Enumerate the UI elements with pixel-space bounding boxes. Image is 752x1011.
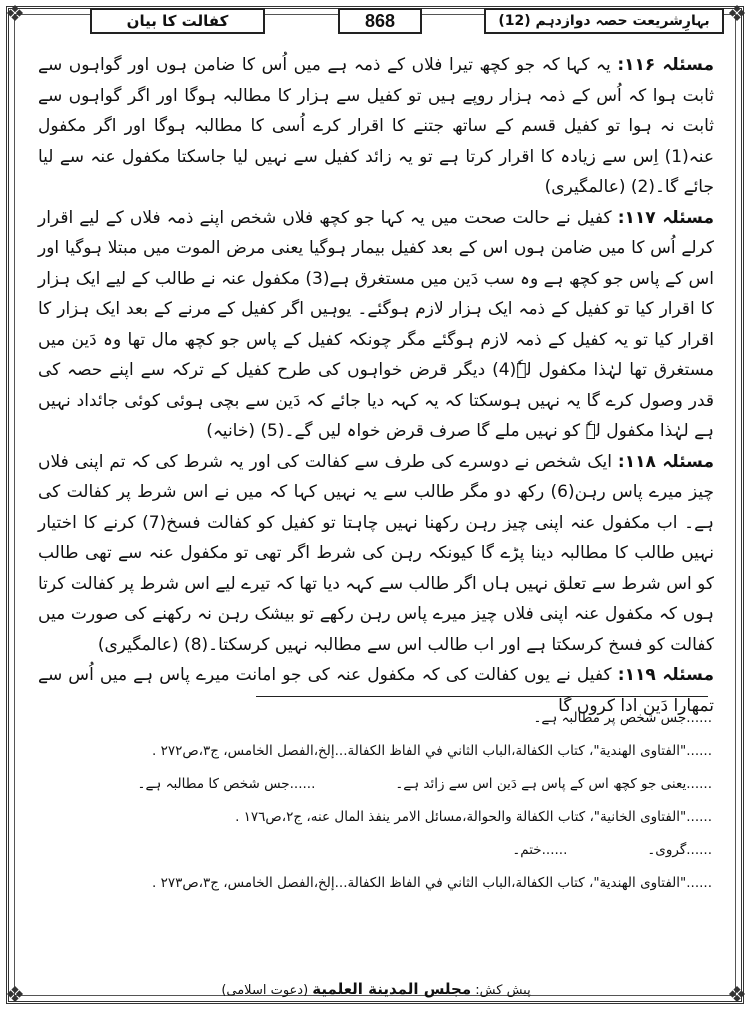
masala-text: یہ کہا کہ جو کچھ تیرا فلاں کے ذمہ ہے میں اُس کا ضامن ہوں اور گواہوں سے ثابت ہوا کہ اُس کے ذمہ ہزار روپے ہیں تو کفیل سے ہزار کا مطالبہ ہوگا اور اگر گواہوں سے ثابت نہ ہوا تو کفیل قسم کے ساتھ جتنے کا اقرار کرے اُسی کا مطالبہ ہوگا اور اگر مکفول عنہ(1) اِس سے زیادہ کا اقرار کرتا ہے تو یہ زائد کفیل سے نہیں لیا جاسکتا مکفول عنہ سے لیا جائے گا۔(2) (عالمگیری) bbox=[38, 55, 714, 197]
chapter-title: کفالت کا بیان bbox=[90, 8, 265, 34]
corner-ornament-icon: ❖ bbox=[727, 2, 747, 27]
book-title: بہارِشریعت حصہ دوازدہم (12) bbox=[484, 8, 724, 34]
footnote-row bbox=[40, 834, 712, 867]
masala-text: ایک شخص نے دوسرے کی طرف سے کفالت کی اور یہ شرط کی کہ تم اپنی فلاں چیز میرے پاس رہن(6) رکھ دو مگر طالب سے یہ نہیں کہا کہ میں نے اس شرط پر کفالت کی ہے۔ اب مکفول عنہ اپنی چیز رہن رکھنا نہیں چاہتا تو کفیل کو کفالت فسخ(7) کرنے کا اختیار نہیں طالب کا مطالبہ دینا پڑے گا کیونکہ رہن کی شرط اگر تھی تو مکفول عنہ سے تھی طالب کو اس شرط سے تعلق نہیں ہاں اگر طالب سے کہہ دیا تھا کہ تیرے لیے اس شرط پر کفالت کرتا ہوں کہ مکفول عنہ اپنی فلاں چیز میرے پاس رہن رکھے تو بیشک رہن نہ رکھنے کی صورت میں کفالت کو فسخ کرسکتا ہے اور اب طالب اس سے مطالبہ نہیں کرسکتا۔(8) (عالمگیری) bbox=[38, 451, 714, 655]
footnotes bbox=[40, 702, 712, 900]
footnote-4: ......جس شخص کا مطالبہ ہے۔ bbox=[137, 776, 316, 792]
footnote-5: ......"الفتاوى الخانية"، كتاب الكفالة والحوالة،مسائل الامر ينفذ المال عنه، ج٢،ص١٧٦ . bbox=[235, 809, 712, 825]
masala-text: کفیل نے حالت صحت میں یہ کہا جو کچھ فلاں شخص اپنے ذمہ فلاں کے لیے اقرار کرلے اُس کا میں ضامن ہوں اس کے بعد کفیل بیمار ہوگیا یعنی مرض الموت میں مبتلا ہوگیا اور اس کے پاس جو کچھ ہے وہ سب دَین میں مستغرق ہے(3) مکفول عنہ نے طالب کے لیے ایک ہزار کا اقرار کیا تو کفیل کے ذمہ ایک ہزار لازم ہوگئے۔ یوہیں اگر کفیل کے مرنے کے بعد ایک ہزار کا اقرار کیا تو یہ کفیل کے ذمہ لازم ہوگئے مگر چونکہ کفیل کے پاس جو کچھ مال تھا وہ دَین میں مستغرق تھا لہٰذا مکفول لہٗ(4) دیگر قرض خواہوں کی طرح کفیل کے ترکہ سے اپنے حصہ کی قدر وصول کرے گا یہ نہیں ہوسکتا کہ یہ کہہ دیا جائے کہ دَین سے بچی ہوئی کوئی جائداد نہیں ہے لہٰذا مکفول لہٗ کو نہیں ملے گا صرف قرض خواہ لیں گے۔(5) (خانیہ) bbox=[38, 207, 714, 441]
masala-label: مسئلہ ۱۱۷: bbox=[617, 207, 714, 228]
footnote-8: ......"الفتاوى الهندية"، كتاب الكفالة،الباب الثاني في الفاظ الكفالة...إلخ،الفصل الخامس، ج٣،ص٢٧٣ . bbox=[151, 875, 712, 891]
publisher-footer bbox=[0, 980, 752, 998]
footer-prefix: پیش کش: bbox=[475, 983, 531, 998]
masala-label: مسئلہ ۱۱۹: bbox=[617, 665, 714, 685]
page-number: 868 bbox=[338, 8, 422, 34]
footnote-7: ......ختم۔ bbox=[512, 842, 568, 858]
masala-118 bbox=[38, 447, 714, 661]
main-text bbox=[38, 50, 714, 721]
footer-suffix: (دعوت اسلامی) bbox=[221, 983, 309, 998]
publisher-name: مجلس المدینة العلمیة bbox=[312, 980, 472, 998]
footnote-2: ......"الفتاوى الهندية"، كتاب الكفالة،الباب الثاني في الفاظ الكفالة...إلخ،الفصل الخامس، ج٣،ص٢٧٢ . bbox=[151, 743, 712, 759]
corner-ornament-icon: ❖ bbox=[5, 2, 25, 27]
masala-116 bbox=[38, 50, 714, 203]
footnote-row bbox=[40, 768, 712, 801]
masala-label: مسئلہ ۱۱۶: bbox=[617, 55, 715, 75]
footnote-1: ......جس شخص پر مطالبہ ہے۔ bbox=[533, 710, 712, 726]
footnote-3: ......یعنی جو کچھ اس کے پاس ہے دَین اس سے زائد ہے۔ bbox=[395, 776, 712, 792]
corner-ornament-icon: ❖ bbox=[727, 983, 747, 1008]
masala-text: کفیل نے یوں کفالت کی کہ مکفول عنہ کی جو امانت میرے پاس ہے میں اُس سے تمھارا دَین ادا کروں گا bbox=[38, 665, 714, 716]
footnote-divider bbox=[256, 696, 708, 697]
corner-ornament-icon: ❖ bbox=[5, 983, 25, 1008]
footnote-6: ......گروی۔ bbox=[647, 842, 712, 858]
masala-117 bbox=[38, 203, 714, 447]
masala-label: مسئلہ ۱۱۸: bbox=[617, 451, 714, 472]
